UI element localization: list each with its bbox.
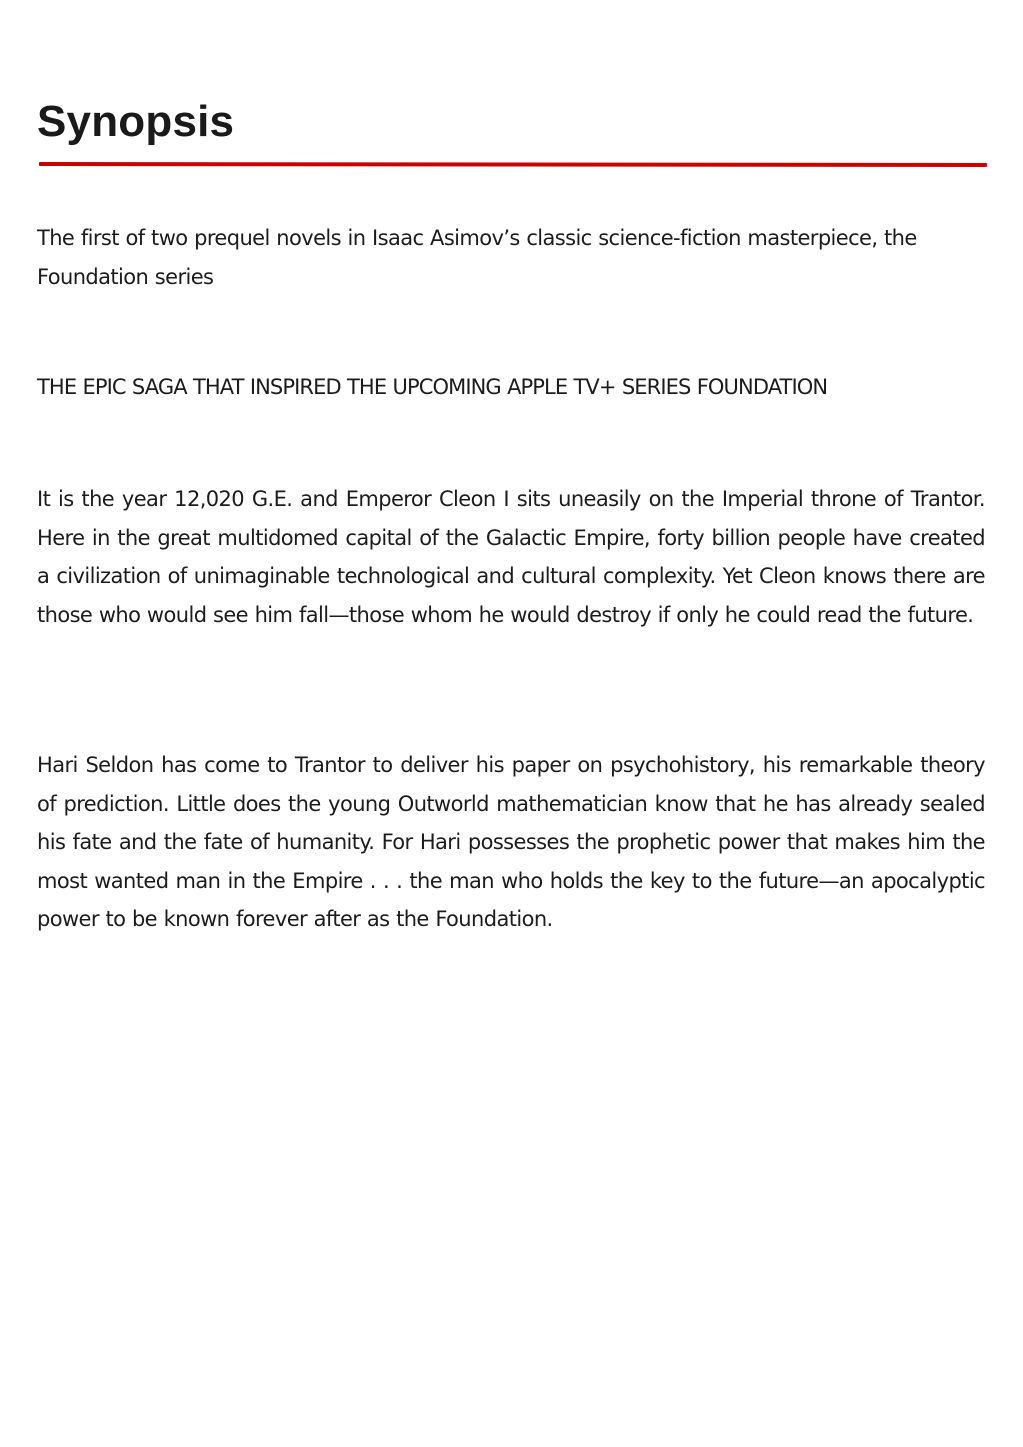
synopsis-paragraph-1: It is the year 12,020 G.E. and Emperor Cleon I sits uneasily on the Imperial throne of Trantor. Here in the great multidomed capital of the Galactic Empire, forty billion people have created a civilization of unimaginable technological and cultural complexity. Yet Cleon knows there are those who would see him fall—those whom he would destroy if only he could read the future. (37, 487, 985, 627)
tagline-paragraph: THE EPIC SAGA THAT INSPIRED THE UPCOMING APPLE TV+ SERIES FOUNDATION (37, 375, 828, 399)
synopsis-paragraph-2: Hari Seldon has come to Trantor to deliver his paper on psychohistory, his remarkable theory of prediction. Little does the young Outworld mathematician know that he has already sealed his fate and the fate of humanity. For Hari possesses the prophetic power that makes him the most wanted man in the Empire . . . the man who holds the key to the future—an apocalyptic power to be known forever after as the Foundation. (37, 753, 985, 931)
heading-underline-rule (39, 162, 987, 167)
page-title: Synopsis (37, 97, 235, 146)
intro-paragraph: The first of two prequel novels in Isaac Asimov’s classic science-fiction masterpiece, the Foundation series (37, 226, 917, 289)
